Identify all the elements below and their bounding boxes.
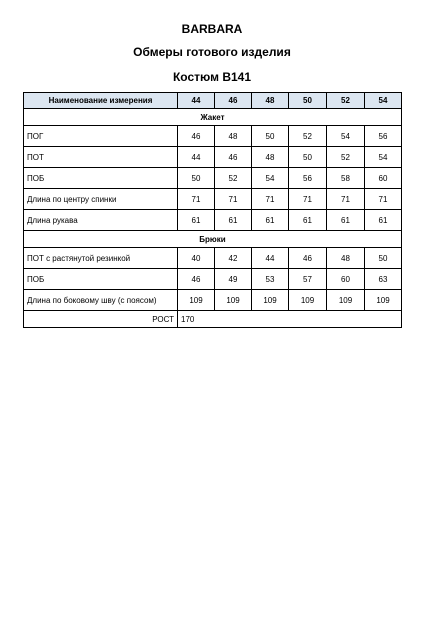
document-subtitle: Обмеры готового изделия — [133, 45, 291, 59]
cell-value: 44 — [178, 147, 215, 168]
cell-value: 46 — [289, 248, 327, 269]
cell-value: 61 — [365, 210, 402, 231]
row-label: Длина рукава — [24, 210, 178, 231]
cell-value: 63 — [365, 269, 402, 290]
cell-value: 42 — [215, 248, 252, 269]
column-header-size: 44 — [178, 93, 215, 109]
table-row — [24, 248, 402, 269]
table-row — [24, 210, 402, 231]
cell-value: 71 — [365, 189, 402, 210]
brand-title: BARBARA — [181, 22, 243, 36]
cell-value: 48 — [252, 147, 289, 168]
row-label: Длина по боковому шву (с поясом) — [24, 290, 178, 311]
cell-value: 109 — [289, 290, 327, 311]
cell-value: 71 — [215, 189, 252, 210]
measurements-table — [23, 92, 402, 328]
cell-value: 46 — [178, 269, 215, 290]
cell-value: 71 — [327, 189, 365, 210]
column-header-size: 52 — [327, 93, 365, 109]
cell-value: 52 — [215, 168, 252, 189]
cell-value: 109 — [215, 290, 252, 311]
cell-value: 60 — [327, 269, 365, 290]
cell-value: 44 — [252, 248, 289, 269]
row-label: ПОГ — [24, 126, 178, 147]
row-label: ПОТ с растянутой резинкой — [24, 248, 178, 269]
cell-value: 109 — [365, 290, 402, 311]
cell-value: 48 — [327, 248, 365, 269]
cell-value: 71 — [252, 189, 289, 210]
cell-value: 46 — [178, 126, 215, 147]
growth-row — [24, 311, 402, 328]
row-label: ПОТ — [24, 147, 178, 168]
cell-value: 54 — [365, 147, 402, 168]
column-header-size: 46 — [215, 93, 252, 109]
cell-value: 71 — [289, 189, 327, 210]
growth-label: РОСТ — [24, 311, 178, 328]
cell-value: 56 — [365, 126, 402, 147]
row-label: Длина по центру спинки — [24, 189, 178, 210]
cell-value: 46 — [215, 147, 252, 168]
cell-value: 56 — [289, 168, 327, 189]
cell-value: 61 — [252, 210, 289, 231]
row-label: ПОБ — [24, 269, 178, 290]
cell-value: 52 — [327, 147, 365, 168]
table-row — [24, 269, 402, 290]
cell-value: 109 — [327, 290, 365, 311]
table-row — [24, 189, 402, 210]
cell-value: 50 — [252, 126, 289, 147]
cell-value: 61 — [178, 210, 215, 231]
table-row — [24, 147, 402, 168]
section-title: Брюки — [24, 231, 402, 248]
table-row — [24, 290, 402, 311]
cell-value: 61 — [289, 210, 327, 231]
column-header-measurement: Наименование измерения — [24, 93, 178, 109]
model-title: Костюм В141 — [172, 70, 252, 84]
cell-value: 48 — [215, 126, 252, 147]
cell-value: 60 — [365, 168, 402, 189]
cell-value: 57 — [289, 269, 327, 290]
row-label: ПОБ — [24, 168, 178, 189]
cell-value: 50 — [178, 168, 215, 189]
table-row — [24, 126, 402, 147]
cell-value: 54 — [327, 126, 365, 147]
cell-value: 61 — [215, 210, 252, 231]
section-title: Жакет — [24, 109, 402, 126]
table-row — [24, 168, 402, 189]
cell-value: 109 — [178, 290, 215, 311]
column-header-size: 54 — [365, 93, 402, 109]
cell-value: 58 — [327, 168, 365, 189]
cell-value: 40 — [178, 248, 215, 269]
table-header-row — [24, 93, 402, 109]
cell-value: 109 — [252, 290, 289, 311]
cell-value: 50 — [289, 147, 327, 168]
section-row-jacket — [24, 109, 402, 126]
cell-value: 52 — [289, 126, 327, 147]
cell-value: 61 — [327, 210, 365, 231]
cell-value: 71 — [178, 189, 215, 210]
growth-value: 170 — [178, 311, 402, 328]
cell-value: 53 — [252, 269, 289, 290]
section-row-trousers — [24, 231, 402, 248]
cell-value: 50 — [365, 248, 402, 269]
cell-value: 49 — [215, 269, 252, 290]
column-header-size: 48 — [252, 93, 289, 109]
column-header-size: 50 — [289, 93, 327, 109]
cell-value: 54 — [252, 168, 289, 189]
